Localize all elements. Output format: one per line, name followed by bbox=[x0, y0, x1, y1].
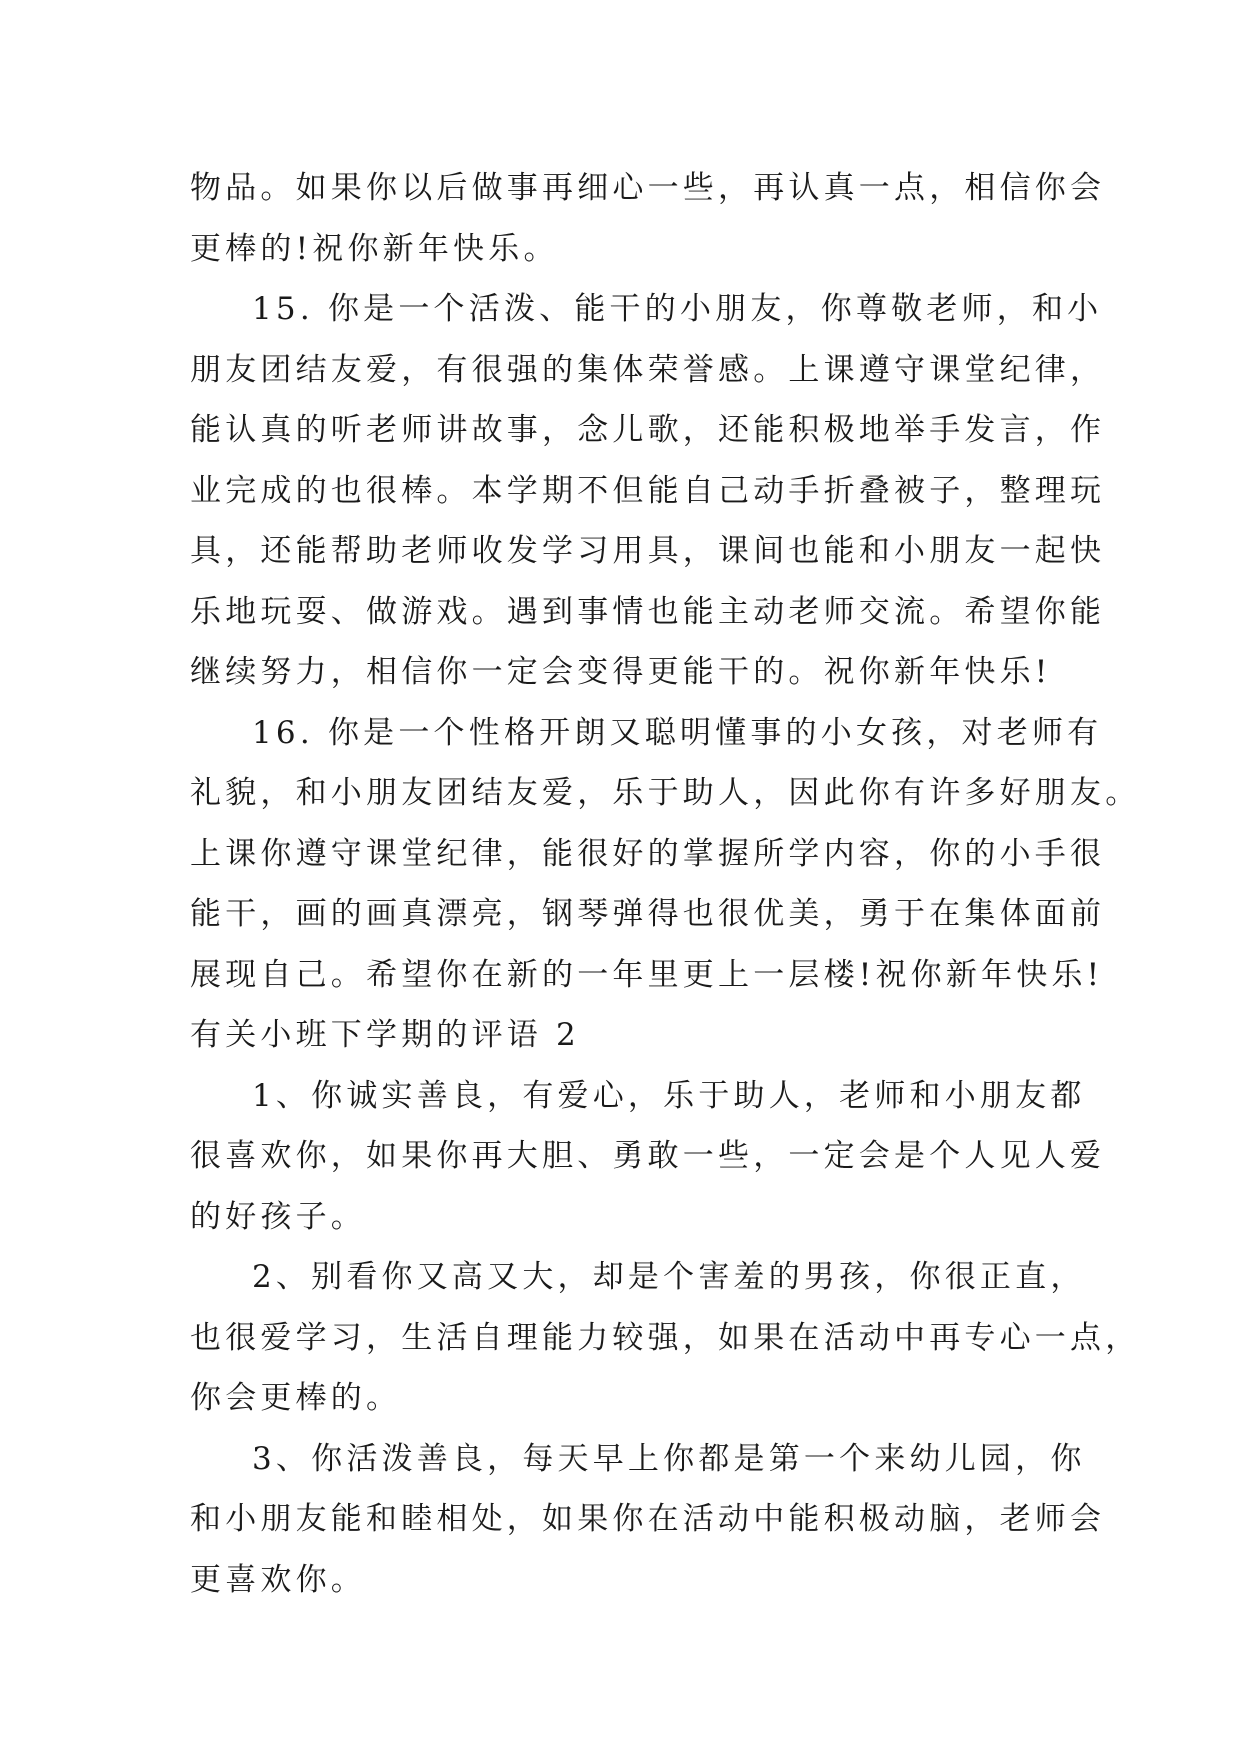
section-heading: 有关小班下学期的评语 2 bbox=[190, 1017, 580, 1053]
text-line: 你会更棒的。 bbox=[190, 1380, 402, 1416]
text-line: 和小朋友能和睦相处，如果你在活动中能积极动脑，老师会 bbox=[190, 1501, 1106, 1537]
text-line: 能干，画的画真漂亮，钢琴弹得也很优美，勇于在集体面前 bbox=[190, 896, 1106, 932]
text-line: 上课你遵守课堂纪律，能很好的掌握所学内容，你的小手很 bbox=[190, 835, 1106, 872]
text-line: 很喜欢你，如果你再大胆、勇敢一些，一定会是个人见人爱 bbox=[190, 1138, 1106, 1174]
text-line: 具，还能帮助老师收发学习用具，课间也能和小朋友一起快 bbox=[190, 533, 1106, 569]
document-page bbox=[190, 158, 1141, 1610]
text-line: 朋友团结友爱，有很强的集体荣誉感。上课遵守课堂纪律， bbox=[190, 351, 1106, 388]
paragraph-start-line: 16. 你是一个性格开朗又聪明懂事的小女孩，对老师有 bbox=[252, 714, 1103, 751]
text-line: 业完成的也很棒。本学期不但能自己动手折叠被子，整理玩 bbox=[190, 472, 1106, 509]
text-line: 继续努力，相信你一定会变得更能干的。祝你新年快乐! bbox=[190, 654, 1052, 690]
text-line: 展现自己。希望你在新的一年里更上一层楼!祝你新年快乐! bbox=[190, 956, 1104, 993]
text-line: 礼貌，和小朋友团结友爱，乐于助人，因此你有许多好朋友。 bbox=[190, 775, 1141, 811]
paragraph-start-line: 3、你活泼善良，每天早上你都是第一个来幼儿园，你 bbox=[252, 1440, 1086, 1477]
text-line: 乐地玩耍、做游戏。遇到事情也能主动老师交流。希望你能 bbox=[190, 593, 1106, 630]
paragraph-start-line: 15. 你是一个活泼、能干的小朋友，你尊敬老师，和小 bbox=[252, 291, 1103, 327]
text-line: 的好孩子。 bbox=[190, 1198, 366, 1235]
text-line: 物品。如果你以后做事再细心一些，再认真一点，相信你会 bbox=[190, 170, 1106, 206]
paragraph-start-line: 2、别看你又高又大，却是个害羞的男孩，你很正直， bbox=[252, 1259, 1086, 1295]
text-line: 更喜欢你。 bbox=[190, 1561, 366, 1598]
text-line: 能认真的听老师讲故事，念儿歌，还能积极地举手发言，作 bbox=[190, 412, 1106, 448]
paragraph-start-line: 1、你诚实善良，有爱心，乐于助人，老师和小朋友都 bbox=[252, 1077, 1086, 1114]
text-line: 更棒的!祝你新年快乐。 bbox=[190, 230, 559, 267]
text-line: 也很爱学习，生活自理能力较强，如果在活动中再专心一点， bbox=[190, 1319, 1141, 1356]
